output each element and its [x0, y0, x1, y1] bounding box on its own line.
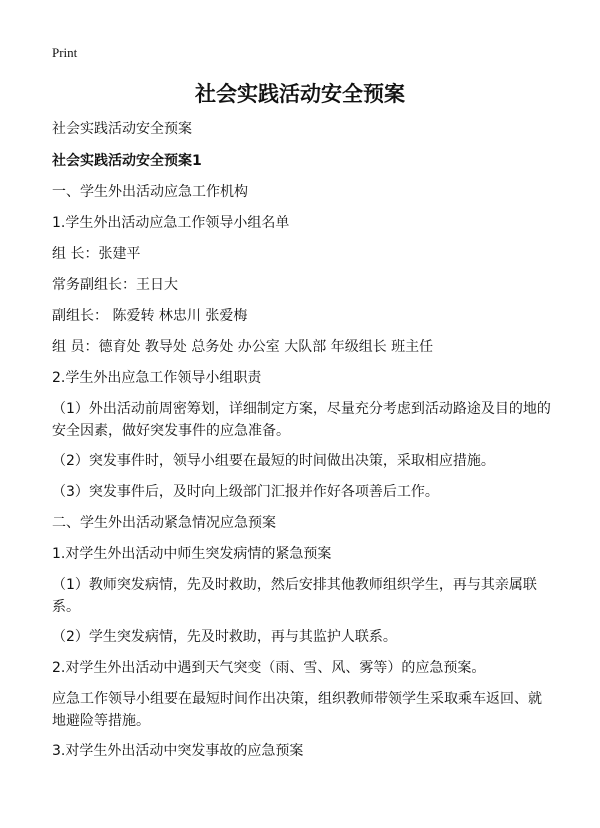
illness-paragraph-1: （1）教师突发病情，先及时救助，然后安排其他教师组织学生，再与其亲属联系。: [52, 577, 537, 615]
duty-paragraph-3: （3）突发事件后，及时向上级部门汇报并作好各项善后工作。: [52, 484, 439, 500]
subheading-1-2: 2.学生外出应急工作领导小组职责: [52, 370, 262, 386]
weather-paragraph: 应急工作领导小组要在最短时间作出决策，组织教师带领学生采取乘车返回、就地避险等措施。: [52, 691, 542, 729]
subheading-1-1: 1.学生外出活动应急工作领导小组名单: [52, 215, 290, 231]
illness-paragraph-2: （2）学生突发病情，先及时救助，再与其监护人联系。: [52, 629, 397, 645]
page-title: 社会实践活动安全预案: [195, 82, 405, 106]
print-link[interactable]: Print: [52, 45, 78, 60]
duty-paragraph-2: （2）突发事件时，领导小组要在最短的时间做出决策，采取相应措施。: [52, 453, 495, 469]
leader-line: 组 长：张建平: [52, 246, 141, 262]
subheading-2-2: 2.对学生外出活动中遇到天气突变（雨、雪、风、雾等）的应急预案。: [52, 660, 486, 676]
heading-2: 二、学生外出活动紧急情况应急预案: [52, 515, 276, 531]
section-title: 社会实践活动安全预案1: [52, 153, 202, 169]
duty-paragraph-1: （1）外出活动前周密筹划，详细制定方案，尽量充分考虑到活动路途及目的地的安全因素，做好突发事件的应急准备。: [52, 401, 551, 439]
deputy-line: 副组长： 陈爱转 林忠川 张爱梅: [52, 308, 248, 324]
members-line: 组 员：德育处 教导处 总务处 办公室 大队部 年级组长 班主任: [52, 339, 434, 355]
subheading-2-1: 1.对学生外出活动中师生突发病情的紧急预案: [52, 546, 332, 562]
subheading-2-3: 3.对学生外出活动中突发事故的应急预案: [52, 743, 304, 759]
heading-1: 一、学生外出活动应急工作机构: [52, 184, 248, 200]
subtitle: 社会实践活动安全预案: [52, 121, 192, 137]
executive-deputy-line: 常务副组长：王日大: [52, 277, 178, 293]
